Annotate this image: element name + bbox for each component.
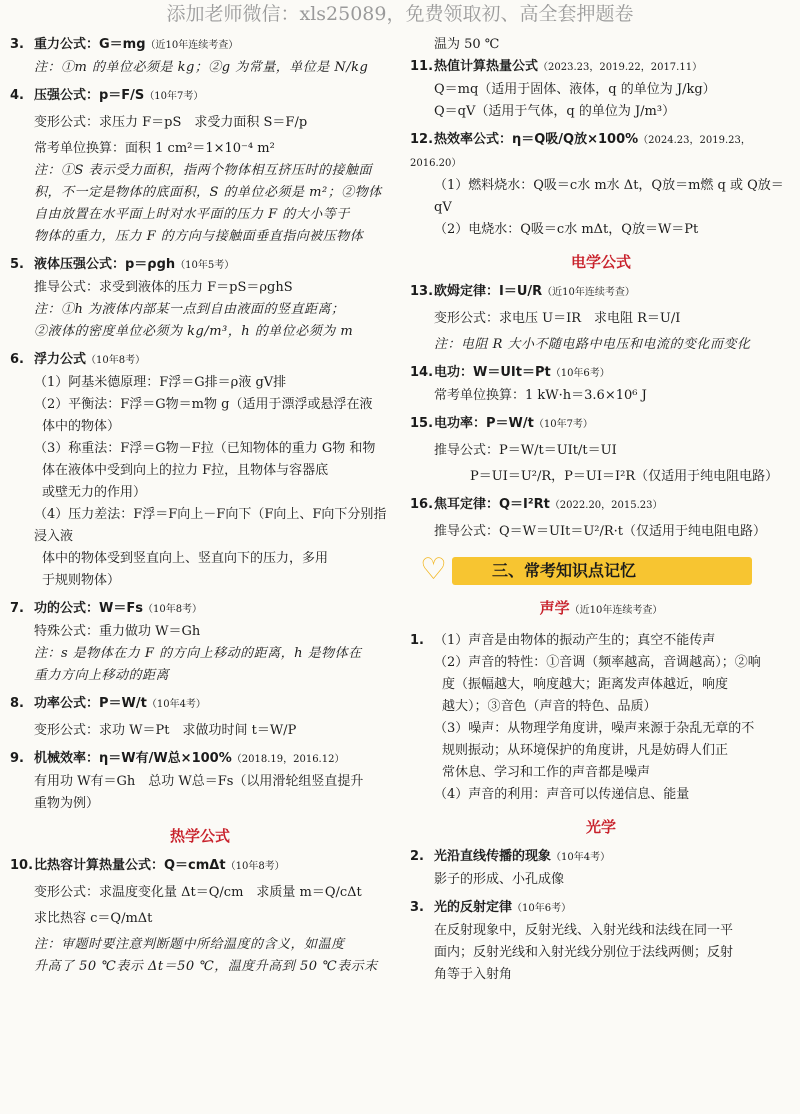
text-line: Q＝mq（适用于固体、液体，q 的单位为 J/kg）	[434, 82, 716, 97]
section-title-optics: 光学	[585, 818, 616, 836]
left-column	[10, 34, 390, 984]
text-line: 推导公式：求受到液体的压力 F＝pS＝ρghS	[34, 280, 293, 295]
note: 重力方向上移动的距离	[34, 668, 170, 683]
item-source: （10年6考）	[512, 903, 572, 914]
item-source: （近10年连续考查）	[145, 40, 239, 51]
text-line: 规则振动；从环境保护的角度讲，凡是妨碍人们正	[442, 743, 729, 758]
formula-line: 求比热容 c＝Q/mΔt	[34, 911, 153, 926]
section-title-heat: 热学公式	[169, 827, 230, 845]
item-power	[10, 693, 390, 742]
item-number: 13.	[410, 284, 434, 299]
item-heat-value	[410, 56, 792, 123]
item-number: 6.	[10, 352, 24, 367]
item-number: 11.	[410, 59, 434, 74]
item-heading: 焦耳定律：Q＝I²Rt	[434, 497, 550, 512]
text-line: 温为 50 ℃	[434, 37, 500, 52]
note: 注：①m 的单位必须是 kg；②g 为常量，单位是 N/kg	[34, 60, 369, 75]
item-source: （10年4考）	[551, 852, 611, 863]
note: 注：电阻 R 大小不随电路中电压和电流的变化而变化	[434, 337, 751, 352]
text-line: 或壁无力的作用）	[42, 485, 147, 500]
text-line: Q＝qV（适用于气体，q 的单位为 J/m³）	[434, 104, 676, 119]
item-source: （近10年连续考查）	[542, 287, 635, 298]
item-heading: 光沿直线传播的现象	[434, 849, 552, 864]
item-buoyancy	[10, 349, 390, 592]
right-column	[410, 34, 792, 992]
item-number: 7.	[10, 601, 24, 616]
text-line: （2）声音的特性：①音调（频率越高，音调越高）；②响	[434, 655, 761, 670]
formula-line: 变形公式：求压力 F＝pS 求受力面积 S＝F/p	[34, 115, 308, 130]
text-line: 体在液体中受到向上的拉力 F拉，且物体与容器底	[42, 463, 329, 478]
item-gravity	[10, 34, 390, 79]
item-electric-work	[410, 362, 792, 407]
item-efficiency	[10, 748, 390, 815]
note: 注：①S 表示受力面积，指两个物体相互挤压时的接触面	[34, 163, 373, 178]
item-heading: 比热容计算热量公式：Q＝cmΔt	[34, 858, 226, 873]
item-heading: 电功：W＝UIt＝Pt	[434, 365, 551, 380]
item-number: 1.	[410, 633, 424, 648]
text-line: （2）平衡法：F浮＝G物＝m物 g（适用于漂浮或悬浮在液	[34, 397, 373, 412]
text-line: （2）电烧水：Q吸＝c水 mΔt，Q放＝W＝Pt	[434, 222, 699, 237]
text-line: 度（振幅越大，响度越大；距离发声体越近，响度	[442, 677, 729, 692]
item-number: 5.	[10, 257, 24, 272]
text-line: 于规则物体）	[42, 573, 121, 588]
item-heading: 重力公式：G＝mg	[34, 37, 146, 52]
item-heading: 功的公式：W＝Fs	[34, 601, 143, 616]
item-source: （10年8考）	[142, 604, 203, 615]
text-line: （1）阿基米德原理：F浮＝G排＝ρ液 gV排	[34, 375, 287, 390]
item-number: 10.	[10, 858, 34, 873]
item-joule	[410, 494, 792, 543]
text-line: （1）燃料烧水：Q吸＝c水 m水 Δt，Q放＝m燃 q 或 Q放＝qV	[434, 178, 784, 215]
item-rectilinear	[410, 846, 792, 891]
item-number: 14.	[410, 365, 434, 380]
item-thermal-efficiency	[410, 129, 792, 241]
note: 注：①h 为液体内部某一点到自由液面的竖直距离；	[34, 302, 345, 317]
item-number: 16.	[410, 497, 434, 512]
section-title-acoustics	[410, 597, 792, 622]
item-number: 4.	[10, 88, 24, 103]
banner-title: 三、常考知识点记忆	[452, 557, 752, 585]
text-line: 重物为例）	[34, 796, 100, 811]
formula-line: 变形公式：求功 W＝Pt 求做功时间 t＝W/P	[34, 723, 297, 738]
item-source: （10年8考）	[86, 355, 146, 366]
text-line: 常考单位换算：面积 1 cm²＝1×10⁻⁴ m²	[34, 141, 275, 156]
text-line: 特殊公式：重力做功 W＝Gh	[34, 624, 201, 639]
item-ohm	[410, 281, 792, 356]
item-source: （10年7考）	[533, 419, 593, 430]
item-source: （2022.20，2015.23）	[549, 500, 663, 511]
text-line: 角等于入射角	[434, 967, 513, 982]
item-number: 8.	[10, 696, 24, 711]
item-heading: 功率公式：P＝W/t	[34, 696, 147, 711]
text-line: 体中的物体）	[42, 419, 121, 434]
item-source: （2018.19，2016.12）	[231, 754, 345, 765]
formula-line: 推导公式：P＝W/t＝UIt/t＝UI	[434, 443, 617, 458]
formula-line: 变形公式：求温度变化量 Δt＝Q/cm 求质量 m＝Q/cΔt	[34, 885, 362, 900]
item-source: （2023.23，2019.22，2017.11）	[538, 62, 703, 73]
text-line: 常考单位换算：1 kW·h＝3.6×10⁶ J	[434, 388, 647, 403]
formula-line: 推导公式：Q＝W＝UIt＝U²/R·t（仅适用于纯电阻电路）	[434, 524, 767, 539]
item-heading: 热值计算热量公式	[434, 59, 539, 74]
text-line: （4）声音的利用：声音可以传递信息、能量	[434, 787, 690, 802]
item-source: （10年5考）	[175, 260, 235, 271]
text-line: （4）压力差法：F浮＝F向上－F向下（F向上、F向下分别指浸入液	[34, 507, 387, 544]
section-banner	[420, 553, 792, 587]
item-specific-heat	[10, 855, 390, 978]
item-pressure	[10, 85, 390, 248]
item-number: 3.	[410, 900, 424, 915]
text-line: （1）声音是由物体的振动产生的；真空不能传声	[434, 633, 716, 648]
item-heading: 光的反射定律	[434, 900, 513, 915]
item-source: （10年8考）	[225, 861, 285, 872]
item-heading: 热效率公式：η＝Q吸/Q放×100%	[434, 132, 639, 147]
note: 积，不一定是物体的底面积，S 的单位必须是 m²；②物体	[34, 185, 382, 200]
note: 物体的重力，压力 F 的方向与接触面垂直指向被压物体	[34, 229, 364, 244]
note: ②液体的密度单位必须为 kg/m³，h 的单位必须为 m	[34, 324, 354, 339]
note: 自由放置在水平面上时对水平面的压力 F 的大小等于	[34, 207, 350, 222]
formula-line: 变形公式：求电压 U＝IR 求电阻 R＝U/I	[434, 311, 681, 326]
text-line: 体中的物体受到竖直向上、竖直向下的压力，多用	[42, 551, 329, 566]
item-source: （10年7考）	[144, 91, 204, 102]
section-source: （近10年连续考查）	[569, 605, 663, 616]
item-source: （2024.23，2019.23，2016.20）	[410, 135, 751, 169]
item-source: （10年4考）	[146, 699, 206, 710]
text-line: （3）噪声：从物理学角度讲，噪声来源于杂乱无章的不	[434, 721, 755, 736]
item-heading: 液体压强公式：p＝ρgh	[34, 257, 176, 272]
item-reflection	[410, 897, 792, 986]
item-source: （10年6考）	[550, 368, 610, 379]
text-line: （3）称重法：F浮＝G物－F拉（已知物体的重力 G物 和物	[34, 441, 376, 456]
item-sound	[410, 630, 792, 806]
item-number: 9.	[10, 751, 24, 766]
item-heading: 电功率：P＝W/t	[434, 416, 534, 431]
item-heading: 浮力公式	[34, 352, 87, 367]
heart-icon: ♡	[420, 552, 447, 587]
text-line: 面内；反射光线和入射光线分别位于法线两侧；反射	[434, 945, 734, 960]
text-line: 有用功 W有＝Gh 总功 W总＝Fs（以用滑轮组竖直提升	[34, 774, 364, 789]
note: 升高了 50 ℃表示 Δt＝50 ℃，温度升高到 50 ℃表示末	[34, 959, 378, 974]
item-heading: 欧姆定律：I＝U/R	[434, 284, 543, 299]
item-work	[10, 598, 390, 687]
note: 注：审题时要注意判断题中所给温度的含义，如温度	[34, 937, 345, 952]
promo-header: 添加老师微信：xls25089，免费领取初、高全套押题卷	[166, 3, 634, 25]
item-number: 2.	[410, 849, 424, 864]
item-heading: 机械效率：η＝W有/W总×100%	[34, 751, 232, 766]
section-title-text: 声学	[539, 599, 570, 617]
item-electric-power	[410, 413, 792, 488]
item-number: 3.	[10, 37, 24, 52]
item-number: 12.	[410, 132, 434, 147]
item-liquid-pressure	[10, 254, 390, 343]
text-line: 影子的形成、小孔成像	[434, 872, 565, 887]
item-heading: 压强公式：p＝F/S	[34, 88, 145, 103]
formula-line: P＝UI＝U²/R，P＝UI＝I²R（仅适用于纯电阻电路）	[470, 469, 779, 484]
note: 注：s 是物体在力 F 的方向上移动的距离，h 是物体在	[34, 646, 362, 661]
section-title-electricity: 电学公式	[570, 253, 631, 271]
text-line: 常休息、学习和工作的声音都是噪声	[442, 765, 651, 780]
item-number: 15.	[410, 416, 434, 431]
text-line: 在反射现象中，反射光线、入射光线和法线在同一平	[434, 923, 734, 938]
text-line: 越大）；③音色（声音的特色、品质）	[442, 699, 657, 714]
